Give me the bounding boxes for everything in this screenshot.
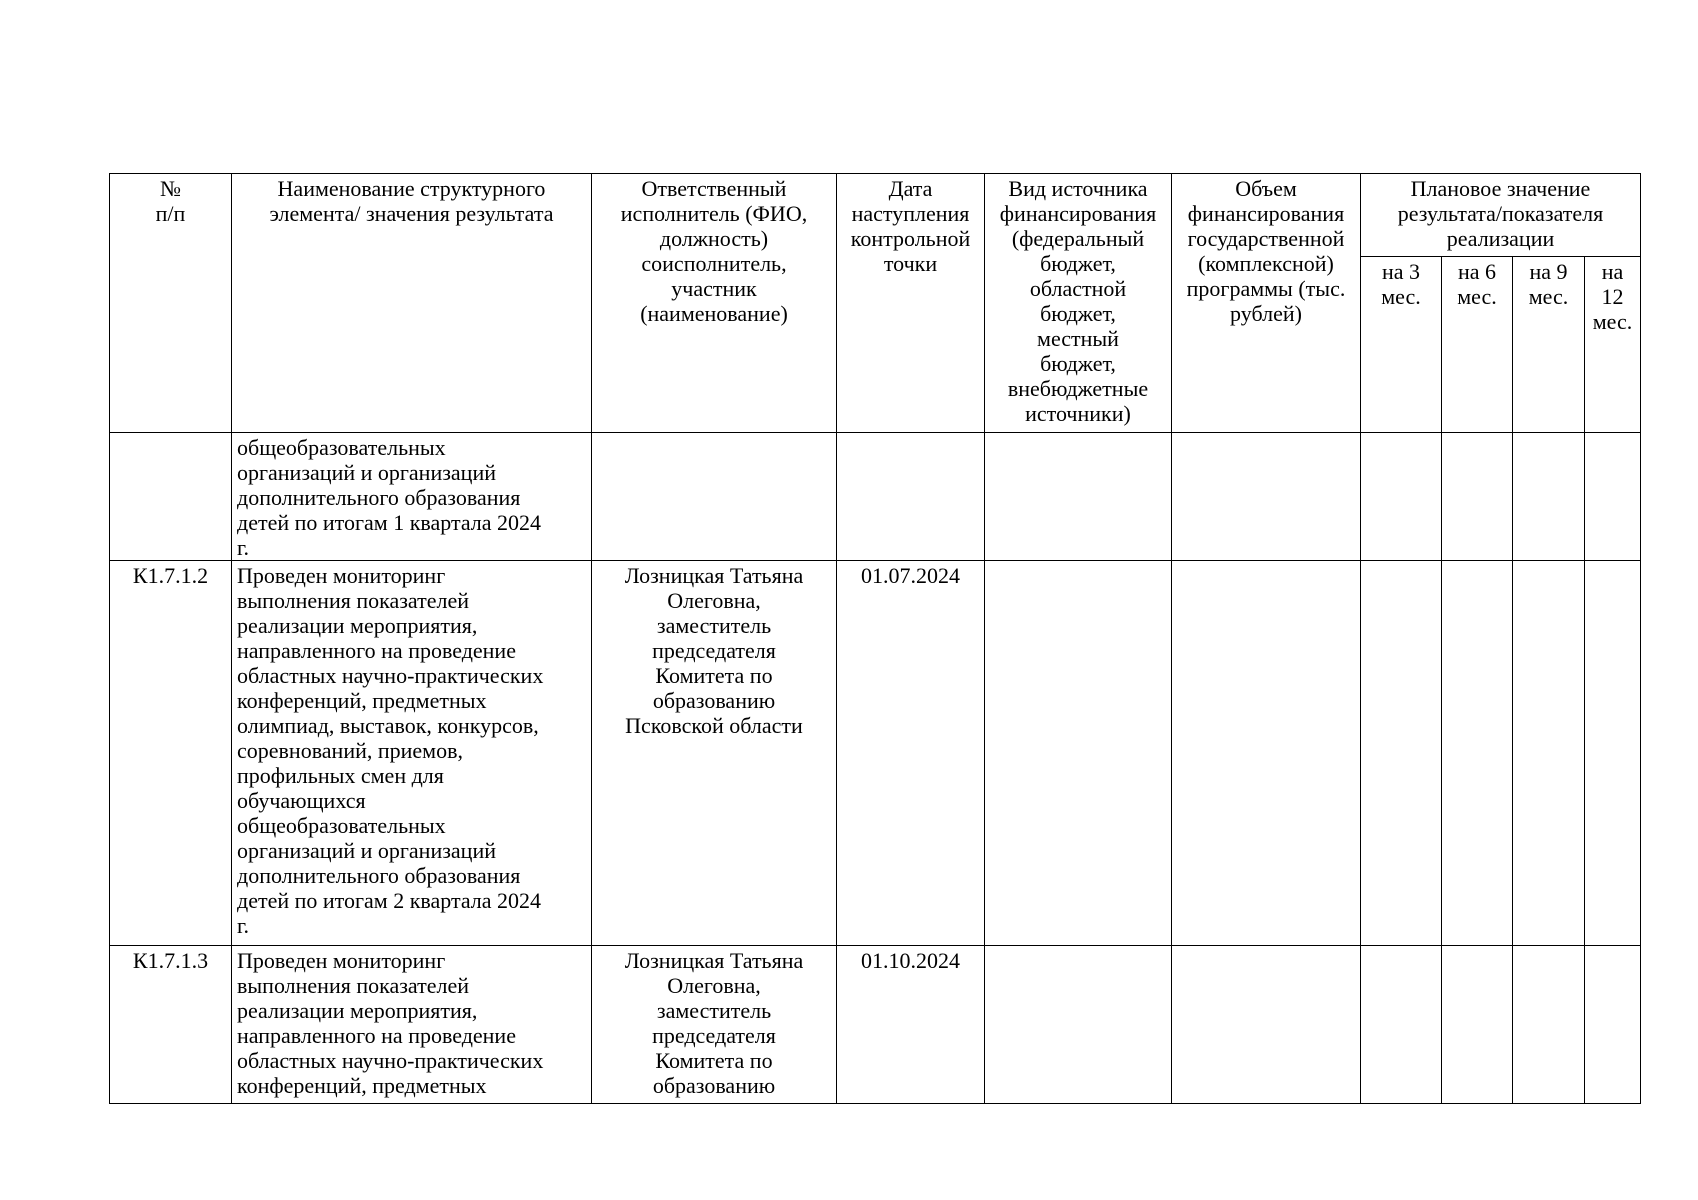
header-m6: на 6 мес. [1442, 257, 1513, 433]
row-m6 [1442, 946, 1513, 1104]
header-volume: Объем финансирования государственной (комплексной) программы (тыс. рублей) [1172, 174, 1361, 433]
row-name: Проведен мониторинг выполнения показателей реализации мероприятия, направленного на проведение областных научно-практических конференций, предметных олимпиад, выставок, конкурсов, соревнований, приемов, профильных смен для обучающихся общеобразовательных организаций и организаций дополнительного образования детей по итогам 2 квартала 2024 г. [232, 561, 592, 946]
header-m12: на 12 мес. [1585, 257, 1641, 433]
row-num: К1.7.1.3 [110, 946, 232, 1104]
row-m9 [1513, 561, 1585, 946]
row-date: 01.10.2024 [837, 946, 985, 1104]
row-num [110, 433, 232, 561]
header-date: Дата наступления контрольной точки [837, 174, 985, 433]
row-m12 [1585, 433, 1641, 561]
row-m12 [1585, 561, 1641, 946]
row-m6 [1442, 433, 1513, 561]
row-m6 [1442, 561, 1513, 946]
row-m12 [1585, 946, 1641, 1104]
header-row-1 [110, 174, 1641, 257]
header-num: № п/п [110, 174, 232, 433]
header-plan: Плановое значение результата/показателя реализации [1361, 174, 1641, 257]
row-m3 [1361, 946, 1442, 1104]
header-m9: на 9 мес. [1513, 257, 1585, 433]
row-name: Проведен мониторинг выполнения показателей реализации мероприятия, направленного на проведение областных научно-практических конференций, предметных [232, 946, 592, 1104]
plan-table [109, 173, 1641, 1104]
row-volume [1172, 946, 1361, 1104]
row-source [985, 561, 1172, 946]
row-source [985, 946, 1172, 1104]
row-name: общеобразовательных организаций и организаций дополнительного образования детей по итогам 1 квартала 2024 г. [232, 433, 592, 561]
row-m3 [1361, 433, 1442, 561]
row-date: 01.07.2024 [837, 561, 985, 946]
header-m3: на 3 мес. [1361, 257, 1442, 433]
row-source [985, 433, 1172, 561]
table-row [110, 561, 1641, 946]
table-row [110, 433, 1641, 561]
row-m3 [1361, 561, 1442, 946]
header-name: Наименование структурного элемента/ значения результата [232, 174, 592, 433]
row-responsible [592, 433, 837, 561]
table-row [110, 946, 1641, 1104]
row-responsible: Лозницкая Татьяна Олеговна, заместитель председателя Комитета по образованию [592, 946, 837, 1104]
row-volume [1172, 561, 1361, 946]
row-responsible: Лозницкая Татьяна Олеговна, заместитель председателя Комитета по образованию Псковской области [592, 561, 837, 946]
row-m9 [1513, 946, 1585, 1104]
row-volume [1172, 433, 1361, 561]
row-m9 [1513, 433, 1585, 561]
row-date [837, 433, 985, 561]
header-source: Вид источника финансирования (федеральный бюджет, областной бюджет, местный бюджет, внебюджетные источники) [985, 174, 1172, 433]
header-responsible: Ответственный исполнитель (ФИО, должность) соисполнитель, участник (наименование) [592, 174, 837, 433]
row-num: К1.7.1.2 [110, 561, 232, 946]
